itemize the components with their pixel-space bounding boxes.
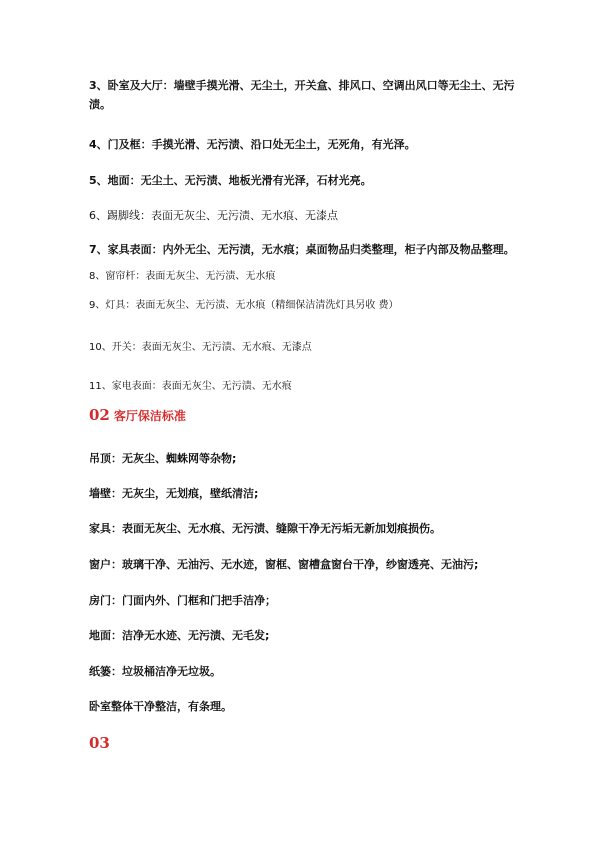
list-item-lamps: 9、灯具：表面无灰尘、无污渍、无水痕（精细保洁清洗灯具另收 费） xyxy=(89,300,399,311)
list-item-living-floor: 地面：洁净无水迹、无污渍、无毛发; xyxy=(89,629,270,642)
list-item-curtain-rod: 8、窗帘杆：表面无灰尘、无污渍、无水痕 xyxy=(89,271,276,282)
list-item-window: 窗户：玻璃干净、无油污、无水迹，窗框、窗槽盒窗台干净，纱窗透亮、无油污; xyxy=(89,558,479,571)
list-item-furniture: 家具：表面无灰尘、无水痕、无污渍、缝隙干净无污垢无新加划痕损伤。 xyxy=(89,522,441,535)
list-item-appliance-surface: 11、家电表面：表面无灰尘、无污渍、无水痕 xyxy=(89,381,292,392)
list-item-furniture-surface: 7、家具表面：内外无尘、无污渍，无水痕；桌面物品归类整理，柜子内部及物品整理。 xyxy=(89,243,515,256)
section-number: 03 xyxy=(89,734,110,752)
section-number: 02 xyxy=(89,406,110,424)
list-item-floor: 5、地面：无尘土、无污渍、地板光滑有光泽，石材光亮。 xyxy=(89,174,372,187)
list-item-wastebasket: 纸篓：垃圾桶洁净无垃圾。 xyxy=(89,665,221,678)
list-item-room-door: 房门：门面内外、门框和门把手洁净； xyxy=(89,594,276,607)
list-item-wall: 墙壁：无灰尘，无划痕，壁纸清洁; xyxy=(89,487,259,500)
list-item-baseboard: 6、踢脚线：表面无灰尘、无污渍、无水痕、无漆点 xyxy=(89,209,338,222)
section-heading-living-room xyxy=(89,405,186,424)
list-item-door-frame: 4、门及框：手摸光滑、无污渍、沿口处无尘土，无死角，有光泽。 xyxy=(89,138,416,151)
list-item-bedroom-overall: 卧室整体干净整洁，有条理。 xyxy=(89,700,232,713)
section-heading-03 xyxy=(89,733,110,752)
list-item-ceiling: 吊顶：无灰尘、蜘蛛网等杂物; xyxy=(89,452,237,465)
section-title: 客厅保洁标准 xyxy=(113,409,186,423)
list-item-bedroom-hall: 3、卧室及大厅：墙壁手摸光滑、无尘土，开关盒、排风口、空调出风口等无尘土、无污渍。 xyxy=(89,79,515,111)
list-item-switches: 10、开关：表面无灰尘、无污渍、无水痕、无漆点 xyxy=(89,342,312,353)
